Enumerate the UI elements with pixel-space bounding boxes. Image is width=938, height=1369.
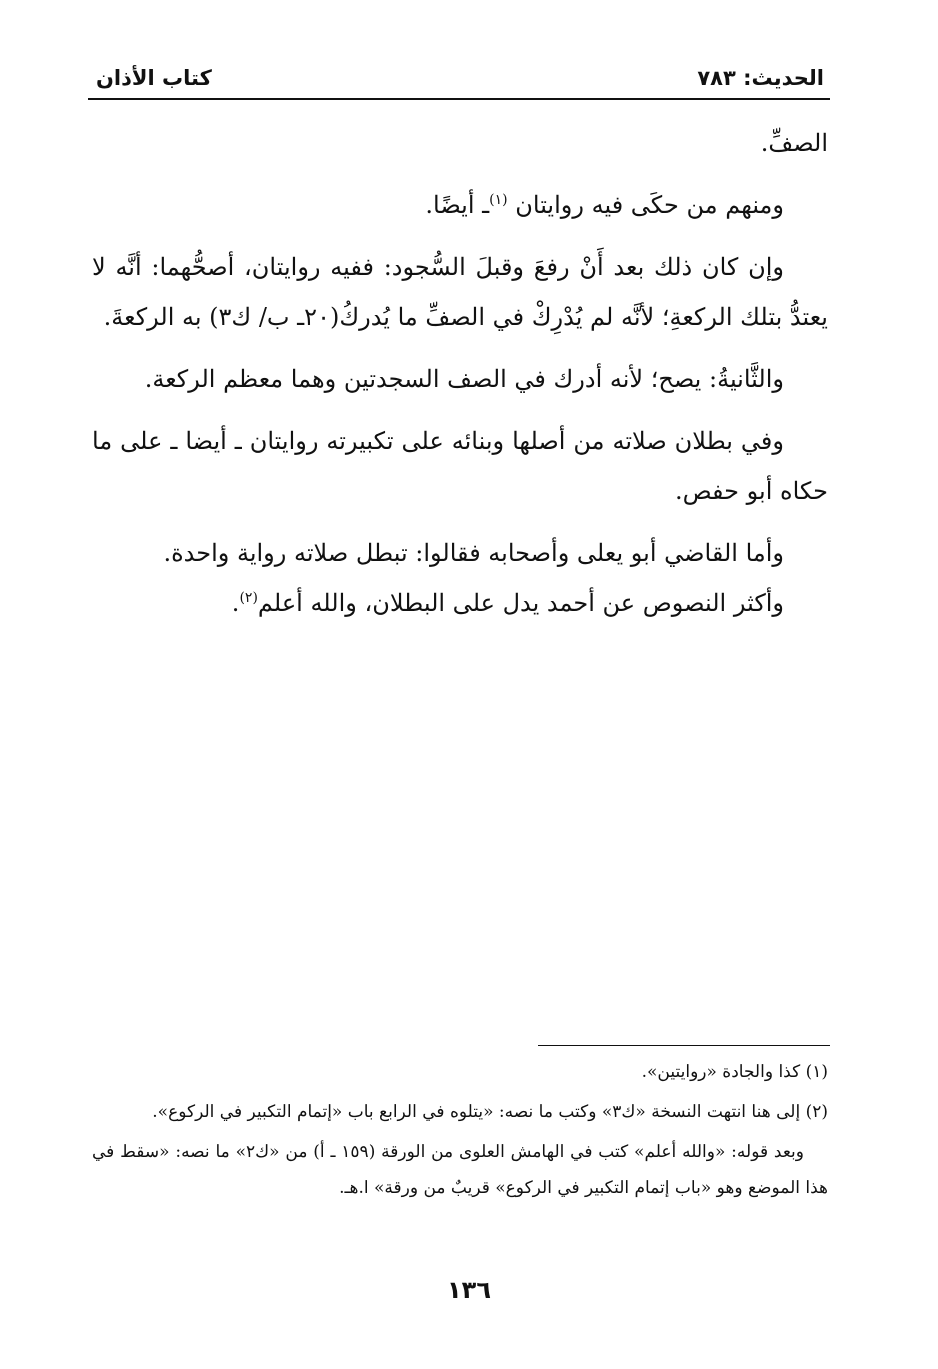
paragraph-3: وإن كان ذلك بعد أَنْ رفعَ وقبلَ السُّجود: ففيه روايتان، أصحُّهما: أنَّه لا يعتدُّ بتلك الركعةِ؛ لأنَّه لم يُدْرِكْ في الصفِّ ما يُدركُ(٢٠ـ ب/ ك٣) به الركعةَ.	[92, 253, 828, 331]
main-text	[92, 118, 828, 640]
footnotes	[92, 1054, 828, 1206]
footnote-2-continuation: وبعد قوله: «والله أعلم» كتب في الهامش العلوى من الورقة (١٥٩ ـ أ) من «ك٢» ما نصه: «سقط في هذا الموضع وهو «باب إتمام التكبير في الركوع» قريبٌ من ورقة» ا.هـ.	[92, 1142, 828, 1198]
page-number: ١٣٦	[447, 1276, 491, 1304]
paragraph-7-tail: .	[231, 589, 240, 617]
footnote-separator	[538, 1045, 830, 1046]
paragraph-1: الصفِّ.	[760, 129, 828, 157]
footnote-ref-1: (١)	[489, 192, 508, 208]
paragraph-2-tail: ـ أيضًا.	[425, 191, 490, 219]
paragraph-5: وفي بطلان صلاته من أصلها وبنائه على تكبيرته روايتان ـ أيضا ـ على ما حكاه أبو حفص.	[92, 427, 828, 505]
paragraph-4: والثَّانيةُ: يصح؛ لأنه أدرك في الصف السجدتين وهما معظم الركعة.	[144, 365, 784, 393]
paragraph-7	[92, 578, 828, 628]
footnote-2: (٢) إلى هنا انتهت النسخة «ك٣» وكتب ما نصه: «يتلوه في الرابع باب «إتمام التكبير في الركوع».	[152, 1102, 828, 1122]
paragraph-7-text: وأكثر النصوص عن أحمد يدل على البطلان، والله أعلم	[257, 589, 784, 617]
running-header	[88, 62, 830, 100]
footnote-ref-2: (٢)	[239, 590, 258, 606]
book-title: كتاب الأذان	[96, 66, 212, 90]
paragraph-2-text: ومنهم من حكَى فيه روايتان	[507, 191, 784, 219]
paragraph-6: وأما القاضي أبو يعلى وأصحابه فقالوا: تبطل صلاته رواية واحدة.	[163, 539, 784, 567]
footnote-1: (١) كذا والجادة «روايتين».	[641, 1062, 828, 1082]
paragraph-2	[92, 180, 828, 230]
hadith-number-label: الحديث: ٧٨٣	[697, 66, 824, 90]
